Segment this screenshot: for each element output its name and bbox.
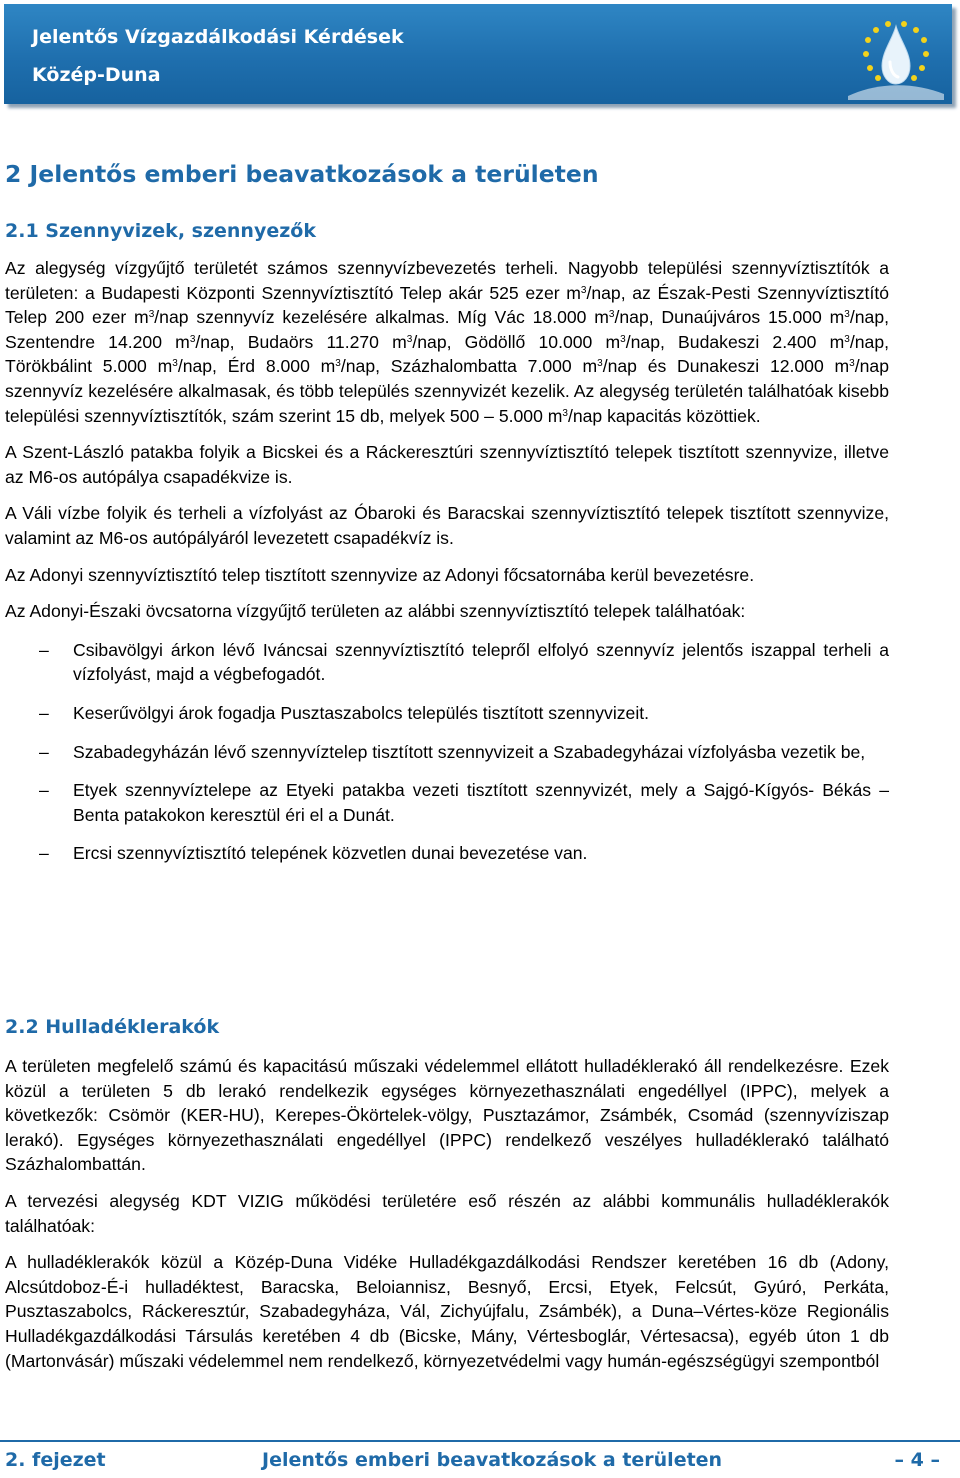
paragraph-wastewater-plants: Az alegység vízgyűjtő területét számos szennyvízbevezetés terheli. Nagyobb települési szennyvíztisztítók a területen: a Budapesti Központi Szennyvíztisztító Telep akár 525 ezer $m^3$/nap, az Észak-Pesti Szennyvíztisztító Telep 200 ezer $m^3$/nap szennyvíz kezelésére alkalmas. Míg Vác 18.000 $m^3$/nap, Dunaújváros 15.000 $m^3$/nap, Szentendre 14.200 $m^3$/nap, Budaörs 11.270 $m^3$/nap, Gödöllő 10.000 $m^3$/nap, Budakeszi 2.400 $m^3$/nap, Törökbálint 5.000 $m^3$/nap, Érd 8.000 $m^3$/nap, Százhalombatta 7.000 $m^3$/nap és Dunakeszi 12.000 $m^3$/nap szennyvíz kezelésére alkalmasak, és több település szennyvizét kezelik. Az alegység területén találhatóak kisebb települési szennyvíztisztítók, szám szerint 15 db, melyek 500 – 5.000 $m^3$/nap kapacitás közöttiek. [5, 258, 890, 426]
list-item: – Etyek szennyvíztelepe az Etyeki patakba vezeti tisztított szennyvizét, mely a Sajgó-Kígyós- Békás – Benta patakokon keresztül éri el a Dunát. [39, 780, 889, 825]
plant-list [5, 638, 889, 866]
section-heading: 2 Jelentős emberi beavatkozások a területen [5, 160, 599, 188]
footer-chapter: 2. fejezet [5, 1449, 106, 1471]
paragraph-adonyi: Az Adonyi szennyvíztisztító telep tisztított szennyvize az Adonyi főcsatornába kerül bevezetésre. [5, 564, 755, 585]
eu-water-drop-logo-icon [848, 10, 944, 100]
footer-page-number: – 4 – [894, 1449, 940, 1471]
main-content [5, 256, 889, 880]
landfill-content [5, 1054, 889, 1373]
list-item: – Keserűvölgyi árok fogadja Pusztaszabolcs település tisztított szennyvizeit. [39, 702, 649, 723]
paragraph-kdt-vizig: A tervezési alegység KDT VIZIG működési területére eső részén az alábbi kommunális hulladéklerakók találhatóak: [5, 1190, 889, 1236]
header-subtitle: Közép-Duna [32, 64, 161, 86]
paragraph-landfills: A területen megfelelő számú és kapacitású műszaki védelemmel ellátott hulladéklerakó áll rendelkezésre. Ezek közül a területen 5 db lerakó rendelkezik egységes környezethasználati engedéllyel (IPPC), melyek a következők: Csömör (KER-HU), Kerepes-Ökörtelek-völgy, Pusztazámor, Zsámbék, Csomád (szennyvíziszap lerakó). Egységes környezethasználati engedéllyel (IPPC) rendelkező veszélyes hulladéklerakó található Százhalombattán. [5, 1056, 889, 1175]
paragraph-landfill-list: A hulladéklerakók közül a Közép-Duna Vidéke Hulladékgazdálkodási Rendszer keretében 16 db (Adony, Alcsútdoboz-É-i hulladéktest, Baracska, Beloiannisz, Besnyő, Ercsi, Etyek, Felcsút, Gyúró, Perkáta, Pusztaszabolcs, Ráckeresztúr, Szabadegyháza, Vál, Zichyújfalu, Zsámbék), a Duna–Vértes-köze Regionális Hulladékgazdálkodási Társulás keretében 4 db (Bicske, Mány, Vértesboglár, Vértesacsa), egyéb úton 1 db (Martonvásár) műszaki védelemmel nem rendelkező, környezetvédelmi vagy humán-egészségügyi szempontból [5, 1252, 889, 1371]
paragraph-szent-laszlo: A Szent-László patakba folyik a Bicskei és a Ráckeresztúri szennyvíztisztító telepek tisztított szennyvize, illetve az M6-os autópálya csapadékvize is. [5, 442, 889, 487]
list-item: – Ercsi szennyvíztisztító telepének közvetlen dunai bevezetése van. [39, 843, 588, 864]
paragraph-vali-viz: A Váli vízbe folyik és terheli a vízfolyást az Óbaroki és Baracskai szennyvíztisztító telepek tisztított szennyvize, valamint az M6-os autópályáról levezetett csapadékvíz is. [5, 503, 889, 548]
list-item: – Szabadegyházán lévő szennyvíztelep tisztított szennyvizeit a Szabadegyházai vízfolyásba vezetik be, [39, 741, 866, 762]
subsection-heading-2-2: 2.2 Hulladéklerakók [5, 1016, 220, 1038]
list-item: – Csibavölgyi árkon lévő Iváncsai szennyvíztisztító telepről elfolyó szennyvíz jelentős iszappal terheli a vízfolyást, majd a végbefogadót. [39, 639, 889, 685]
header-banner [4, 4, 952, 104]
subsection-heading-2-1: 2.1 Szennyvizek, szennyezők [5, 220, 316, 242]
header-title: Jelentős Vízgazdálkodási Kérdések [32, 26, 404, 48]
footer-title: Jelentős emberi beavatkozások a területen [262, 1449, 723, 1471]
paragraph-adonyi-eszaki: Az Adonyi-Északi övcsatorna vízgyűjtő területen az alábbi szennyvíztisztító telepek találhatóak: [5, 601, 746, 622]
footer-divider [0, 1440, 960, 1442]
